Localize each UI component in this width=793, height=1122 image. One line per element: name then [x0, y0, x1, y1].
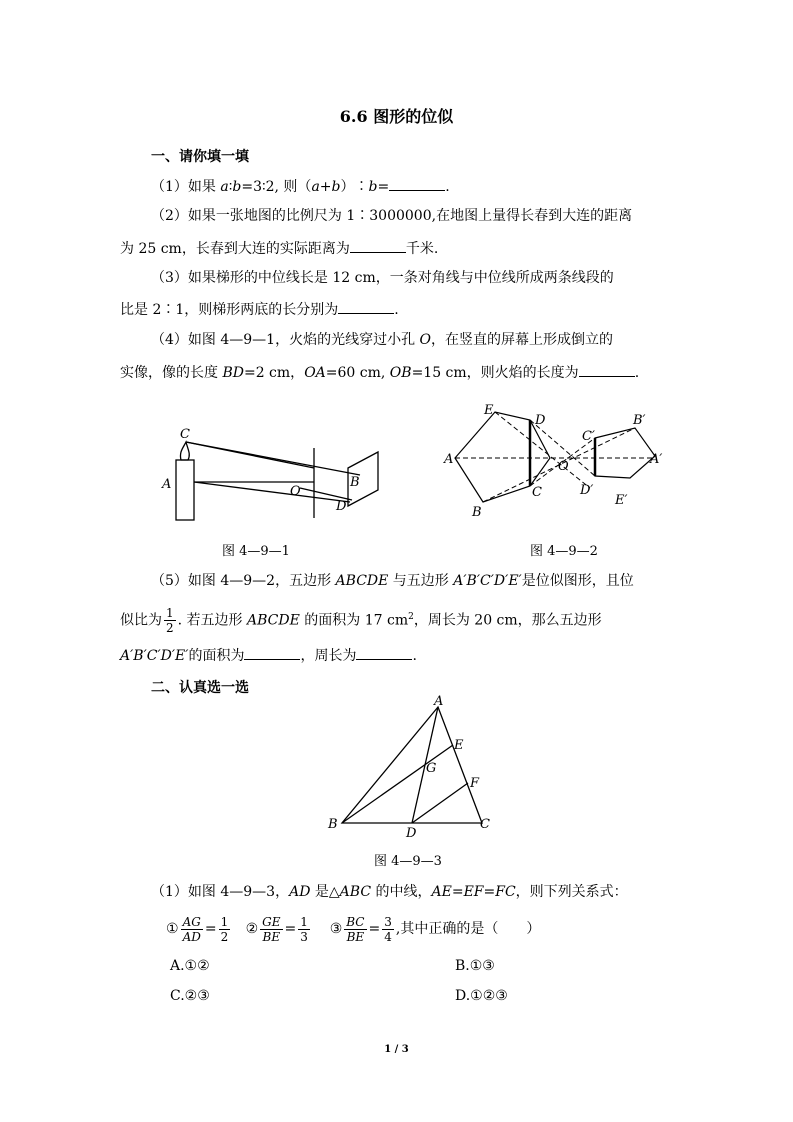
option-c[interactable]: C.②③ [170, 988, 210, 1004]
section1-heading: 一、请你填一填 [151, 149, 249, 165]
figure-4-9-3-caption: 图 4—9—3 [374, 854, 442, 869]
answer-blank [579, 362, 635, 377]
fig2-label-E: E [484, 403, 494, 418]
question-2-1: （1）如图 4—9—3，AD 是△ABC 的中线，AE=EF=FC，则下列关系式： [151, 884, 628, 900]
section2-heading: 二、认真选一选 [151, 680, 249, 696]
answer-blank [350, 238, 406, 253]
question-1-1: （1）如果 a∶b=3∶2, 则（a+b）∶b= . [151, 176, 450, 197]
answer-blank [338, 299, 394, 314]
fig1-label-B: B [350, 475, 360, 490]
question-1-4-line1: （4）如图 4—9—1，火焰的光线穿过小孔 O，在竖直的屏幕上形成倒立的 [151, 332, 614, 348]
fraction: $\frac{1}{2}$ [166, 606, 174, 636]
question-1-5-line2: 似比为 $\frac{1}{2}$ . 若五边形 ABCDE 的面积为 17 $cm^2$，周长为 20 cm，那么五边形 [120, 606, 602, 636]
question-1-5-line1: （5）如图 4—9—2，五边形 ABCDE 与五边形 A′B′C′D′E′是位似图形，且位 [151, 573, 634, 589]
question-1-3-line1: （3）如果梯形的中位线长是 12 cm，一条对角线与中位线所成两条线段的 [151, 270, 614, 286]
option-a[interactable]: A.①② [170, 958, 210, 974]
figure-4-9-2 [440, 398, 680, 523]
fig3-label-G: G [426, 761, 437, 776]
fig2-label-C-prime: C′ [582, 429, 595, 444]
question-1-2-line2: 为 25 cm，长春到大连的实际距离为 千米. [120, 238, 438, 259]
question-1-2-line1: （2）如果一张地图的比例尺为 1∶3000000,在地图上量得长春到大连的距离 [151, 208, 633, 224]
fig1-label-O: O [290, 484, 301, 499]
fig1-label-C: C [180, 427, 190, 442]
fig3-label-D: D [406, 826, 417, 840]
fig2-label-O: O [558, 459, 569, 474]
fig3-label-E: E [454, 738, 464, 753]
answer-blank [389, 176, 445, 191]
fig3-label-F: F [470, 776, 480, 791]
page-title: 6.6 图形的位似 [339, 107, 454, 126]
question-1-5-line3: A′B′C′D′E′的面积为 ，周长为 . [120, 645, 417, 666]
answer-blank [244, 645, 300, 660]
question-1-4-line2: 实像，像的长度 BD=2 cm，OA=60 cm, OB=15 cm，则火焰的长度为 . [120, 362, 639, 383]
fig2-label-B: B [472, 505, 482, 520]
page-number: 1 / 3 [384, 1044, 409, 1055]
fig2-label-D: D [535, 413, 546, 428]
fig2-label-D-prime: D′ [580, 483, 594, 498]
figure-4-9-1-caption: 图 4—9—1 [222, 544, 290, 559]
option-d[interactable]: D.①②③ [455, 988, 508, 1004]
fig3-label-C: C [480, 817, 490, 832]
figure-4-9-2-caption: 图 4—9—2 [530, 544, 598, 559]
fig2-label-A-prime: A′ [650, 452, 663, 467]
fig2-label-E-prime: E′ [615, 493, 628, 508]
fig1-label-A: A [162, 477, 172, 492]
figure-4-9-3 [320, 695, 500, 840]
fig3-label-B: B [328, 817, 338, 832]
fig1-label-D: D [336, 499, 347, 514]
fig3-label-A: A [434, 695, 444, 709]
question-1-3-line2: 比是 2∶1，则梯形两底的长分别为 . [120, 299, 399, 320]
answer-blank [356, 645, 412, 660]
figure-4-9-1 [150, 420, 390, 530]
relations-row: ① $\frac{AG}{AD}$ = $\frac{1}{2}$ ② $\frac{GE}{BE}$ = $\frac{1}{3}$ ③ $\frac{BC}{BE}$ = $\frac{3}{4}$ ,其中正确的是（ ） [166, 914, 541, 944]
fig2-label-C: C [532, 485, 542, 500]
option-b[interactable]: B.①③ [455, 958, 495, 974]
fig2-label-A: A [444, 452, 454, 467]
fig2-label-B-prime: B′ [633, 413, 646, 428]
